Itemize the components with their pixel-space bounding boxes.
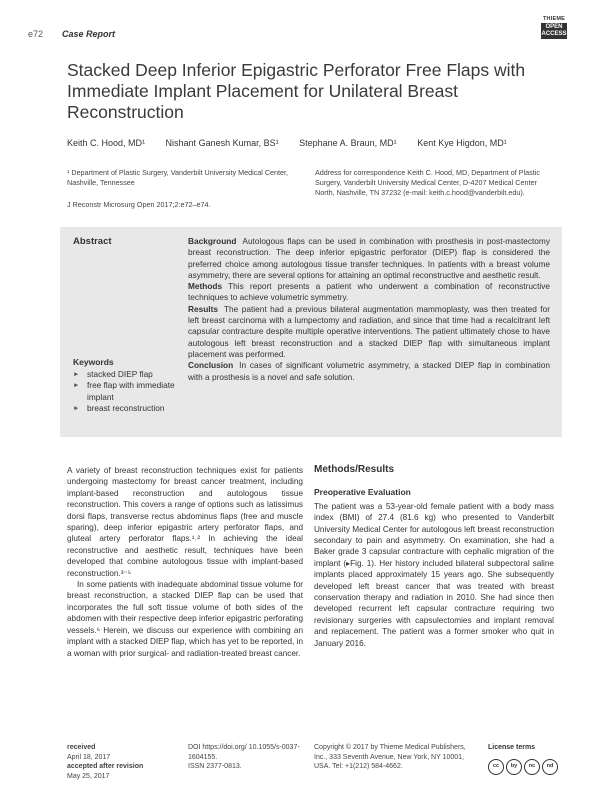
received-date: April 18, 2017 [67, 753, 111, 761]
author-name: Nishant Ganesh Kumar, BS¹ [165, 138, 279, 148]
body-paragraph: A variety of breast reconstruction techniques exist for patients undergoing mastectomy for breast cancer treatment, including implant-based reconstruction and autologous tissue reconstruction. This covers a range of options such as latissimus dorsi flaps, transverse rectus abdominus flaps (free and muscle sparing), deep inferior epigastric artery perforator flaps, and gluteal artery perforator flaps.¹˒² In achieving the ideal reconstructive and aesthetic result, techniques have been developed that combine autologous tissue with implant-based reconstruction.³⁻⁵ [67, 466, 303, 578]
accepted-date: May 25, 2017 [67, 772, 110, 780]
license-heading: License terms [488, 744, 536, 751]
abstract-conclusion [188, 360, 550, 383]
abstract-section-label: Background [188, 236, 237, 246]
abstract-section-text: This report presents a patient who underwent a combination of reconstructive techniques to achieve volumetric symmetry. [188, 281, 550, 303]
keywords-heading: Keywords [73, 357, 114, 367]
citation: J Reconstr Microsurg Open 2017;2:e72–e74. [67, 200, 211, 209]
article-title: Stacked Deep Inferior Epigastric Perforator Free Flaps with Immediate Implant Placement for Unilateral Breast Reconstruction [67, 60, 526, 122]
license-terms [488, 743, 568, 775]
abstract-section-label: Results [188, 303, 218, 314]
abstract-methods [188, 281, 550, 304]
abstract-section-label: Methods [188, 281, 223, 292]
thieme-open-access-logo [541, 16, 567, 46]
keyword-item: ► breast reconstruction [73, 403, 188, 414]
author-name: Stephane A. Braun, MD¹ [299, 138, 397, 148]
body-paragraph: In some patients with inadequate abdominal tissue volume for breast reconstruction, a stacked DIEP flap can be used that incorporates the full soft tissue volume of both sides of the abdomen with their respective deep inferior epigastric perforating vessels.⁶ Herein, we discuss our experience with combining an implant with a stacked DIEP flap, which has yet to be reported, in a woman with prior surgical- and radiation-treated breast cancer. [67, 580, 303, 658]
cc-icon: cc [488, 759, 504, 775]
keywords-list [73, 369, 188, 414]
accepted-label: accepted after revision [67, 763, 144, 771]
received-label: received [67, 744, 96, 751]
body-left-column [67, 465, 303, 659]
affiliation: ¹ Department of Plastic Surgery, Vanderbilt University Medical Center, Nashville, Tennessee [67, 168, 289, 187]
abstract-results [188, 304, 550, 360]
abstract-section-text: The patient had a previous bilateral augmentation mammoplasty, was then treated for left breast carcinoma with a lumpectomy and radiation, and since that time had a recalcitrant left capsular contracture despite multiple operative interventions. The patient ultimately chose to have autologous left breast reconstruction and a stacked DIEP flap with simultaneous implant placement was performed. [188, 303, 550, 359]
doi-link[interactable]: DOI https://doi.org/ 10.1055/s-0037-1604155. [188, 744, 300, 761]
abstract-text [188, 236, 550, 383]
cc-by-icon: by [506, 759, 522, 775]
page-number: e72 [28, 29, 44, 39]
keyword-item: ► stacked DIEP flap [73, 369, 188, 380]
license-icons [488, 759, 568, 775]
abstract-section-text: In cases of significant volumetric asymmetry, a stacked DIEP flap in combination with a prosthesis is a novel and safe solution. [188, 360, 550, 382]
section-heading: Methods/Results [314, 464, 395, 475]
received-dates [67, 743, 207, 781]
abstract-background [188, 236, 550, 281]
section-label: Case Report [62, 29, 116, 39]
abstract-heading: Abstract [73, 236, 112, 247]
keyword-item: ► free flap with immediate implant [73, 380, 188, 403]
cc-nc-icon: nc [524, 759, 540, 775]
doi-info [188, 743, 318, 772]
body-right-column [314, 464, 554, 649]
subsection-heading: Preoperative Evaluation [314, 487, 411, 498]
copyright-notice: Copyright © 2017 by Thieme Medical Publishers, Inc., 333 Seventh Avenue, New York, NY 10001, USA. Tel: +1(212) 584-4662. [314, 744, 466, 771]
logo-top-text: THIEME [543, 16, 565, 22]
correspondence-address: Address for correspondence Keith C. Hood, MD, Department of Plastic Surgery, Vanderbilt University Medical Center, D-4207 Medical Center North, Nashville, TN 37232 (e-mail: keith.c.hood@vanderbilt.edu). [315, 168, 540, 197]
body-paragraph: The patient was a 53-year-old female patient with a body mass index (BMI) of 27.4 (81.6 kg) who presented to Vanderbilt University Medical Center for autologous left breast reconstruction secondary to pain and asymmetry. On examination, she had a Baker grade 3 capsular contracture with cephalic migration of the implant (▸Fig. 1). Her history included bilateral subpectoral saline implants placed approximately 15 years ago. She subsequently developed left breast cancer that was treated with breast conservation therapy and radiation in 2010. She had since then developed recurrent left capsular contracture requiring two revisionary surgeries with capsulectomies and implant removal and replacement. The patient was a former smoker who quit in January 2016. [314, 501, 554, 648]
abstract-section-label: Conclusion [188, 360, 234, 371]
abstract-section-text: Autologous flaps can be used in combination with prosthesis in post-mastectomy breast reconstruction. The deep inferior epigastric perforator (DIEP) flap is considered the preferred choice among autologous tissue transfer techniques. In patients with a breast volume asymmetry, there are several options for attaining an optimal reconstructive and aesthetic result. [188, 236, 550, 280]
logo-bottom-text: OPEN ACCESS [541, 24, 567, 37]
author-name: Kent Kye Higdon, MD¹ [417, 138, 507, 148]
issn: ISSN 2377-0813. [188, 763, 242, 771]
cc-nd-icon: nd [542, 759, 558, 775]
author-list [67, 138, 567, 148]
author-name: Keith C. Hood, MD¹ [67, 138, 146, 148]
